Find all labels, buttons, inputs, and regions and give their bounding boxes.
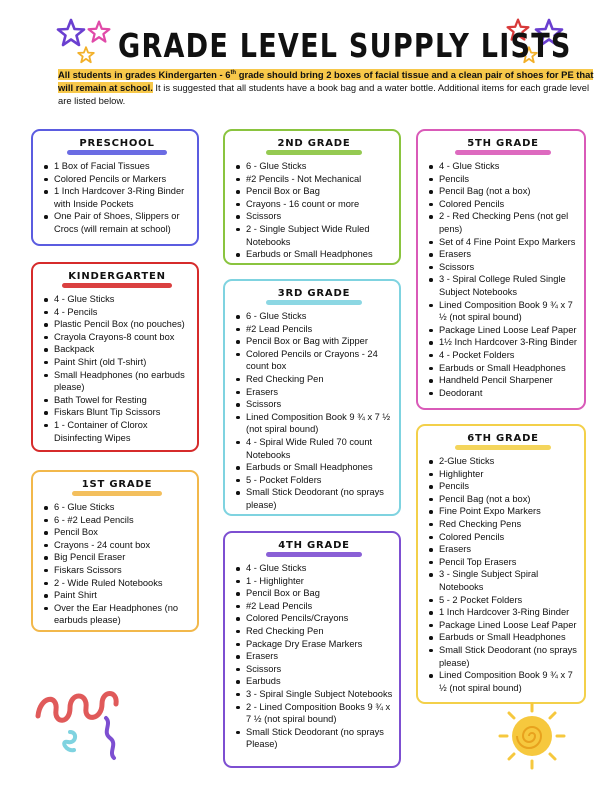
- list-item: Earbuds or Small Headphones: [235, 248, 393, 261]
- list-item: Colored Pencils or Markers: [43, 173, 191, 186]
- list-item: One Pair of Shoes, Slippers or Crocs (will remain at school): [43, 210, 191, 235]
- list-item: 4 - Glue Sticks: [43, 293, 191, 306]
- list-item: 3 - Spiral Single Subject Notebooks: [235, 688, 393, 701]
- list-item: 1 - Container of Clorox Disinfecting Wipes: [43, 419, 191, 444]
- list-item: Pencil Bag (not a box): [428, 185, 578, 198]
- list-item: 2-Glue Sticks: [428, 455, 578, 468]
- list-item: Lined Composition Book 9 ¾ x 7 ½ (not spiral bound): [428, 299, 578, 324]
- grade6-list: [428, 455, 578, 694]
- list-item: #2 Lead Pencils: [235, 323, 393, 336]
- list-item: 1 - Highlighter: [235, 575, 393, 588]
- list-item: Pencil Top Erasers: [428, 556, 578, 569]
- list-item: Pencil Box or Bag: [235, 587, 393, 600]
- list-item: Earbuds or Small Headphones: [428, 631, 578, 644]
- kindergarten-list: [43, 293, 191, 444]
- preschool-list: [43, 160, 191, 236]
- grade2-list: [235, 160, 393, 261]
- list-item: Package Lined Loose Leaf Paper: [428, 619, 578, 632]
- list-item: Red Checking Pen: [235, 373, 393, 386]
- list-item: 1½ Inch Hardcover 3-Ring Binder: [428, 336, 578, 349]
- sun-icon: [496, 700, 568, 772]
- grade5-card: [416, 129, 586, 410]
- grade3-card: [223, 279, 401, 516]
- list-item: Colored Pencils/Crayons: [235, 612, 393, 625]
- list-item: Scissors: [235, 398, 393, 411]
- grade2-title: 2ND GRADE: [235, 131, 393, 155]
- list-item: 6 - Glue Sticks: [43, 501, 191, 514]
- grade5-title: 5TH GRADE: [428, 131, 578, 155]
- list-item: 1 Inch Hardcover 3-Ring Binder: [428, 606, 578, 619]
- list-item: Set of 4 Fine Point Expo Markers: [428, 236, 578, 249]
- grade3-list: [235, 310, 393, 512]
- list-item: 2 - Wide Ruled Notebooks: [43, 577, 191, 590]
- list-item: Crayola Crayons-8 count box: [43, 331, 191, 344]
- list-item: Pencil Box or Bag: [235, 185, 393, 198]
- list-item: Bath Towel for Resting: [43, 394, 191, 407]
- list-item: 6 - Glue Sticks: [235, 160, 393, 173]
- list-item: 2 - Red Checking Pens (not gel pens): [428, 210, 578, 235]
- list-item: #2 Lead Pencils: [235, 600, 393, 613]
- list-item: Over the Ear Headphones (no earbuds please): [43, 602, 191, 627]
- list-item: 4 - Glue Sticks: [235, 562, 393, 575]
- list-item: Deodorant: [428, 387, 578, 400]
- list-item: Fiskars Scissors: [43, 564, 191, 577]
- intro-paragraph: [58, 67, 598, 107]
- star-yellow-icon: [77, 46, 95, 64]
- list-item: 2 - Single Subject Wide Ruled Notebooks: [235, 223, 393, 248]
- list-item: Crayons - 16 count or more: [235, 198, 393, 211]
- list-item: Package Dry Erase Markers: [235, 638, 393, 651]
- list-item: 4 - Pencils: [43, 306, 191, 319]
- list-item: Pencil Bag (not a box): [428, 493, 578, 506]
- list-item: 2 - Lined Composition Books 9 ¾ x 7 ½ (not spiral bound): [235, 701, 393, 726]
- list-item: Pencil Box: [43, 526, 191, 539]
- grade1-title: 1ST GRADE: [43, 472, 191, 496]
- list-item: 4 - Spiral Wide Ruled 70 count Notebooks: [235, 436, 393, 461]
- grade1-list: [43, 501, 191, 627]
- list-item: Small Stick Deodorant (no sprays Please): [235, 726, 393, 751]
- list-item: Package Lined Loose Leaf Paper: [428, 324, 578, 337]
- list-item: 4 - Glue Sticks: [428, 160, 578, 173]
- list-item: Colored Pencils: [428, 531, 578, 544]
- list-item: Plastic Pencil Box (no pouches): [43, 318, 191, 331]
- list-item: Small Stick Deodorant (no sprays please): [428, 644, 578, 669]
- list-item: 5 - Pocket Folders: [235, 474, 393, 487]
- list-item: 4 - Pocket Folders: [428, 349, 578, 362]
- list-item: Handheld Pencil Sharpener: [428, 374, 578, 387]
- preschool-card: [31, 129, 199, 246]
- list-item: 3 - Spiral College Ruled Single Subject Notebooks: [428, 273, 578, 298]
- list-item: Red Checking Pens: [428, 518, 578, 531]
- list-item: Erasers: [235, 386, 393, 399]
- list-item: Scissors: [235, 663, 393, 676]
- kindergarten-title: KINDERGARTEN: [43, 264, 191, 288]
- list-item: 1 Box of Facial Tissues: [43, 160, 191, 173]
- list-item: Erasers: [235, 650, 393, 663]
- list-item: Crayons - 24 count box: [43, 539, 191, 552]
- list-item: Red Checking Pen: [235, 625, 393, 638]
- intro-highlight: All students in grades Kindergarten - 6th grade should bring 2 boxes of facial tissue and a clean pair of shoes for PE that will remain at school.: [58, 69, 594, 94]
- list-item: 6 - #2 Lead Pencils: [43, 514, 191, 527]
- list-item: 1 Inch Hardcover 3-Ring Binder with Inside Pockets: [43, 185, 191, 210]
- list-item: 5 - 2 Pocket Folders: [428, 594, 578, 607]
- list-item: Fine Point Expo Markers: [428, 505, 578, 518]
- list-item: Earbuds or Small Headphones: [428, 362, 578, 375]
- list-item: Pencil Box or Bag with Zipper: [235, 335, 393, 348]
- list-item: Small Stick Deodorant (no sprays please): [235, 486, 393, 511]
- intro-rest: It is suggested that all students have a book bag and a water bottle. Additional items for each grade level are listed below.: [58, 82, 590, 107]
- list-item: 3 - Single Subject Spiral Notebooks: [428, 568, 578, 593]
- list-item: Earbuds or Small Headphones: [235, 461, 393, 474]
- list-item: Small Headphones (no earbuds please): [43, 369, 191, 394]
- list-item: Lined Composition Book 9 ¾ x 7 ½ (not spiral bound): [428, 669, 578, 694]
- grade6-title: 6TH GRADE: [428, 426, 578, 450]
- star-purple-icon: [56, 18, 86, 48]
- list-item: Pencils: [428, 480, 578, 493]
- grade5-list: [428, 160, 578, 399]
- grade4-card: [223, 531, 401, 768]
- grade2-card: [223, 129, 401, 265]
- list-item: Erasers: [428, 248, 578, 261]
- grade4-title: 4TH GRADE: [235, 533, 393, 557]
- list-item: Pencils: [428, 173, 578, 186]
- grade6-card: [416, 424, 586, 704]
- list-item: Paint Shirt: [43, 589, 191, 602]
- list-item: 6 - Glue Sticks: [235, 310, 393, 323]
- list-item: Highlighter: [428, 468, 578, 481]
- list-item: Big Pencil Eraser: [43, 551, 191, 564]
- list-item: Lined Composition Book 9 ¾ x 7 ½ (not spiral bound): [235, 411, 393, 436]
- list-item: Scissors: [235, 210, 393, 223]
- grade4-list: [235, 562, 393, 751]
- list-item: Backpack: [43, 343, 191, 356]
- grade3-title: 3RD GRADE: [235, 281, 393, 305]
- list-item: #2 Pencils - Not Mechanical: [235, 173, 393, 186]
- kindergarten-card: [31, 262, 199, 452]
- list-item: Scissors: [428, 261, 578, 274]
- grade1-card: [31, 470, 199, 632]
- page-title: GRADE LEVEL SUPPLY LISTS: [118, 26, 572, 65]
- list-item: Erasers: [428, 543, 578, 556]
- list-item: Fiskars Blunt Tip Scissors: [43, 406, 191, 419]
- preschool-title: PRESCHOOL: [43, 131, 191, 155]
- star-pink-icon: [87, 20, 111, 44]
- list-item: Colored Pencils: [428, 198, 578, 211]
- list-item: Earbuds: [235, 675, 393, 688]
- squiggle-decoration: [30, 676, 140, 766]
- list-item: Colored Pencils or Crayons - 24 count box: [235, 348, 393, 373]
- list-item: Paint Shirt (old T-shirt): [43, 356, 191, 369]
